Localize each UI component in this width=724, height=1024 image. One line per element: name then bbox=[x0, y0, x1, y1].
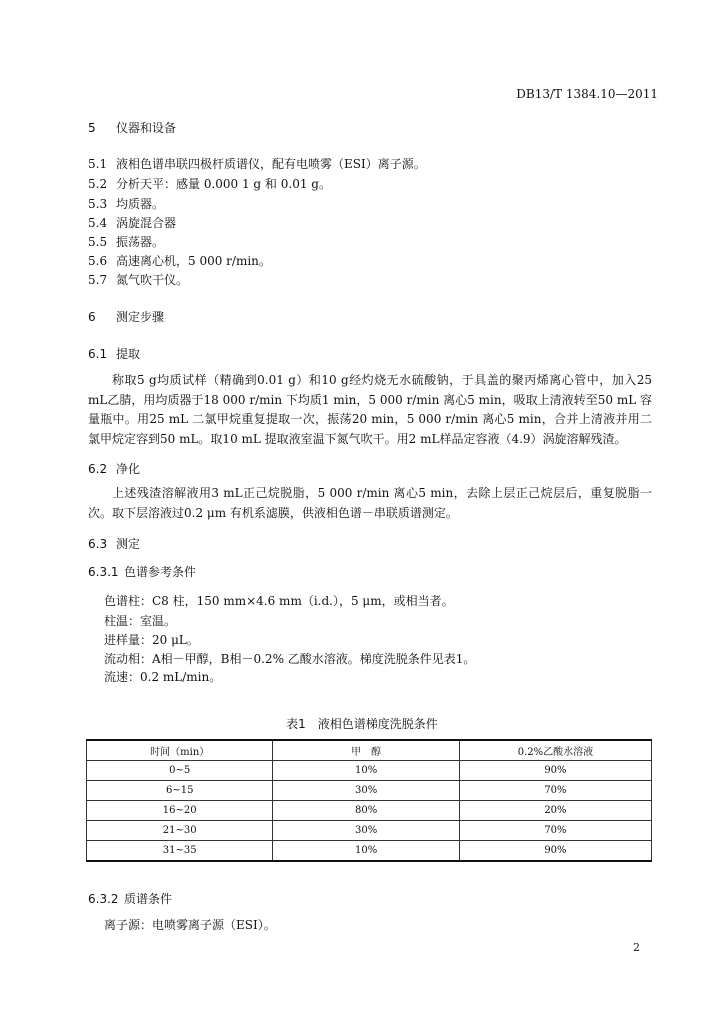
section-number: 5 bbox=[88, 121, 96, 135]
section-5-heading bbox=[88, 119, 176, 136]
table-row: 6~15 30% 70% bbox=[87, 781, 652, 801]
section-title: 仪器和设备 bbox=[116, 121, 177, 135]
list-item: 5.7 氮气吹干仪。 bbox=[88, 273, 189, 287]
section-6-1-heading: 6.1 提取 bbox=[88, 347, 141, 361]
page-number: 2 bbox=[633, 941, 640, 954]
condition-line: 柱温：室温。 bbox=[104, 614, 177, 628]
table-header-row bbox=[87, 740, 652, 761]
section-6-3-1-heading: 6.3.1 色谱参考条件 bbox=[88, 565, 197, 579]
extraction-paragraph: 称取5 g均质试样（精确到0.01 g）和10 g经灼烧无水硫酸钠，于具盖的聚丙烯离心管中，加入25 mL乙腈，用均质器于18 000 r/min 下均质1 min，5 000 r/min 离心5 min，吸取上清液转至50 mL 容量瓶中。用25 mL 二氯甲烷重复提取一次，振荡20 min，5 000 r/min 离心5 min，合并上清液并用二氯甲烷定容到50 mL。取10 mL 提取液室温下氮气吹干。用2 mL样品定容液（4.9）涡旋溶解残渣。 bbox=[88, 373, 652, 446]
table-row: 21~30 30% 70% bbox=[87, 821, 652, 841]
column-header: 甲 醇 bbox=[273, 740, 459, 761]
table-row: 16~20 80% 20% bbox=[87, 801, 652, 821]
gradient-table bbox=[86, 739, 652, 862]
condition-line: 流动相：A相－甲醇，B相－0.2% 乙酸水溶液。梯度洗脱条件见表1。 bbox=[104, 652, 476, 666]
purification-paragraph: 上述残渣溶解液用3 mL正己烷脱脂，5 000 r/min 离心5 min，去除上层正己烷层后，重复脱脂一次。取下层溶液过0.2 μm 有机系滤膜，供液相色谱－串联质谱测定。 bbox=[88, 486, 652, 520]
condition-line: 离子源：电喷雾离子源（ESI）。 bbox=[104, 918, 276, 932]
condition-line: 色谱柱：C8 柱，150 mm×4.6 mm（i.d.），5 μm，或相当者。 bbox=[104, 594, 454, 608]
doc-code: DB13/T 1384.10—2011 bbox=[516, 87, 658, 101]
section-6-3-2-heading: 6.3.2 质谱条件 bbox=[88, 892, 173, 906]
condition-line: 进样量：20 μL。 bbox=[104, 633, 199, 647]
list-item: 5.3 均质器。 bbox=[88, 197, 165, 211]
list-item: 5.5 振荡器。 bbox=[88, 235, 165, 249]
table-caption: 表1 液相色谱梯度洗脱条件 bbox=[286, 717, 438, 731]
column-header: 0.2%乙酸水溶液 bbox=[459, 740, 651, 761]
table-row: 0~5 10% 90% bbox=[87, 761, 652, 781]
table-row: 31~35 10% 90% bbox=[87, 841, 652, 862]
section-6-2-heading: 6.2 净化 bbox=[88, 462, 141, 476]
list-item: 5.1 液相色谱串联四极杆质谱仪，配有电喷雾（ESI）离子源。 bbox=[88, 157, 426, 171]
column-header: 时间（min） bbox=[87, 740, 273, 761]
section-6-heading: 6 测定步骤 bbox=[88, 310, 165, 324]
list-item: 5.6 高速离心机，5 000 r/min。 bbox=[88, 254, 271, 268]
condition-line: 流速：0.2 mL/min。 bbox=[104, 670, 222, 684]
list-item: 5.2 分析天平：感量 0.000 1 g 和 0.01 g。 bbox=[88, 177, 331, 191]
section-6-3-heading: 6.3 测定 bbox=[88, 537, 141, 551]
list-item: 5.4 涡旋混合器 bbox=[88, 216, 177, 230]
